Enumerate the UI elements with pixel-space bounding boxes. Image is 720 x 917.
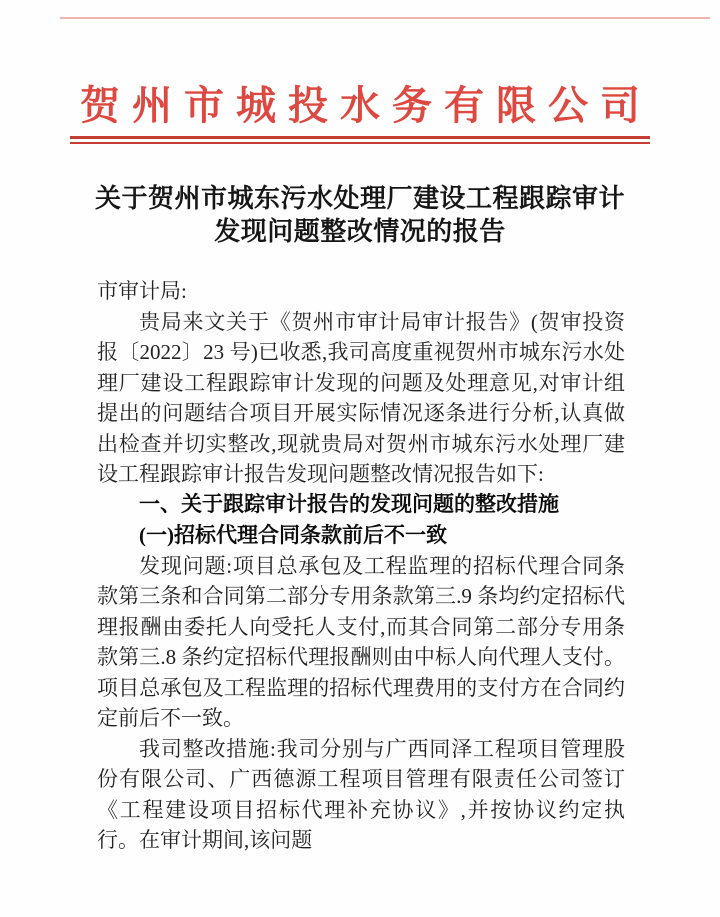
salutation: 市审计局:: [97, 279, 187, 303]
paragraph-rectification-measures: 我司整改措施:我司分别与广西同泽工程项目管理股份有限公司、广西德源工程项目管理有限责任公司签订《工程建设项目招标代理补充协议》,并按协议约定执行。在审计期间,该问题: [97, 736, 625, 852]
letterhead-divider-rule: [70, 136, 650, 144]
letterhead-company-name: 贺州市城投水务有限公司: [80, 83, 652, 128]
paragraph-intro: 贵局来文关于《贺州市审计局审计报告》(贺审投资报〔2022〕23 号)已收悉,我司高度重视贺州市城东污水处理厂建设工程跟踪审计发现的问题及处理意见,对审计组提出的问题结合项目开展实际情况逐条进行分析,认真做出检查并切实整改,现就贵局对贺州市城东污水处理厂建设工程跟踪审计报告发现问题整改情况报告如下:: [97, 309, 625, 486]
document-title-line-1: 关于贺州市城东污水处理厂建设工程跟踪审计: [94, 184, 625, 213]
document-title-line-2: 发现问题整改情况的报告: [214, 217, 506, 246]
document-title: [60, 182, 660, 248]
document-body: [97, 276, 625, 856]
paragraph-found-problem: 发现问题:项目总承包及工程监理的招标代理合同条款第三条和合同第二部分专用条款第三.9 条均约定招标代理报酬由委托人向受托人支付,而其合同第二部分专用条款第三.8 条约定招标代理报酬则由中标人向代理人支付。项目总承包及工程监理的招标代理费用的支付方在合同约定前后不一致。: [97, 553, 625, 730]
letterhead-top-rule: [60, 17, 710, 19]
section-heading-level-2: (一)招标代理合同条款前后不一致: [139, 523, 447, 547]
section-heading-level-1: 一、关于跟踪审计报告的发现问题的整改措施: [139, 492, 559, 516]
